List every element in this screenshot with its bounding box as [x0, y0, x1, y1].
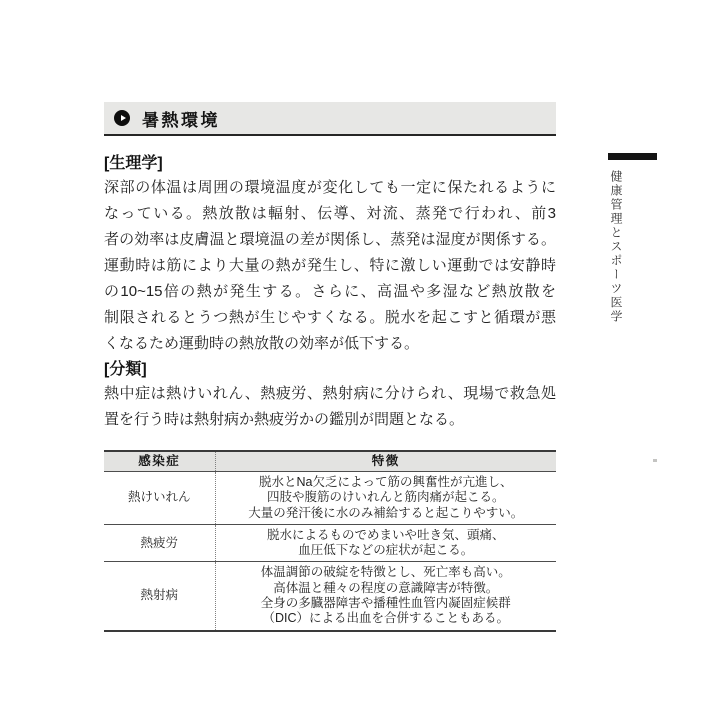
feature-line: 体温調節の破綻を特徴とし、死亡率も高い。 [260, 565, 511, 580]
row-features [215, 524, 556, 562]
column-header-name: 感染症 [104, 451, 215, 472]
text-line: の10~15倍の熱が発生する。さらに、高温や多湿など熱放散を [104, 283, 556, 300]
page-content [104, 102, 556, 632]
section-title: 暑熱環境 [142, 110, 220, 130]
text-line: 置を行う時は熱射病か熱疲労かの鑑別が問題となる。 [104, 411, 465, 428]
print-artifact-dot [653, 459, 657, 462]
row-features [215, 562, 556, 631]
row-features [215, 472, 556, 525]
feature-line: 四肢や腹筋のけいれんと筋肉痛が起こる。 [266, 490, 505, 505]
heat-illness-table [104, 450, 556, 632]
text-line: なっている。熱放散は輻射、伝導、対流、蒸発で行われ、前3 [104, 205, 556, 222]
row-name: 熱射病 [140, 588, 178, 603]
text-line: 者の効率は皮膚温と環境温の差が関係し、蒸発は湿度が関係する。 [104, 231, 556, 248]
feature-line: 高体温と種々の程度の意識障害が特徴。 [273, 580, 499, 595]
text-line: 運動時は筋により大量の熱が発生し、特に激しい運動では安静時 [104, 257, 556, 274]
paragraph-classification [104, 381, 556, 433]
feature-line: （DIC）による出血を合併することもある。 [262, 611, 510, 626]
play-circle-icon [114, 110, 130, 126]
text-line: 深部の体温は周囲の環境温度が変化しても一定に保たれるように [104, 179, 556, 196]
row-name: 熱けいれん [127, 490, 191, 505]
feature-line: 脱水とNa欠乏によって筋の興奮性が亢進し、 [259, 475, 513, 489]
table-row [104, 562, 556, 631]
feature-line: 全身の多臓器障害や播種性血管内凝固症候群 [260, 596, 511, 611]
section-header-bar [104, 102, 556, 136]
feature-line: 脱水によるものでめまいや吐き気、頭痛、 [266, 527, 505, 542]
heading-physiology: [生理学] [104, 155, 163, 172]
text-line: 熱中症は熱けいれん、熱疲労、熱射病に分けられ、現場で救急処 [104, 385, 556, 402]
text-line: くなるため運動時の熱放散の効率が低下する。 [104, 335, 420, 352]
text-line: 制限されるとうつ熱が生じやすくなる。脱水を起こすと循環が悪 [104, 309, 556, 326]
chapter-vertical-label: 健康管理とスポーツ医学 [609, 170, 623, 324]
table-row [104, 524, 556, 562]
heading-classification: [分類] [104, 361, 147, 378]
row-name: 熱疲労 [140, 535, 178, 550]
column-header-features: 特徴 [215, 451, 556, 472]
feature-line: 血圧低下などの症状が起こる。 [298, 543, 474, 558]
feature-line: 大量の発汗後に水のみ補給すると起こりやすい。 [248, 505, 524, 520]
table-header-row [104, 451, 556, 472]
paragraph-physiology [104, 175, 556, 357]
chapter-tab-marker [608, 153, 657, 160]
table-row [104, 472, 556, 525]
